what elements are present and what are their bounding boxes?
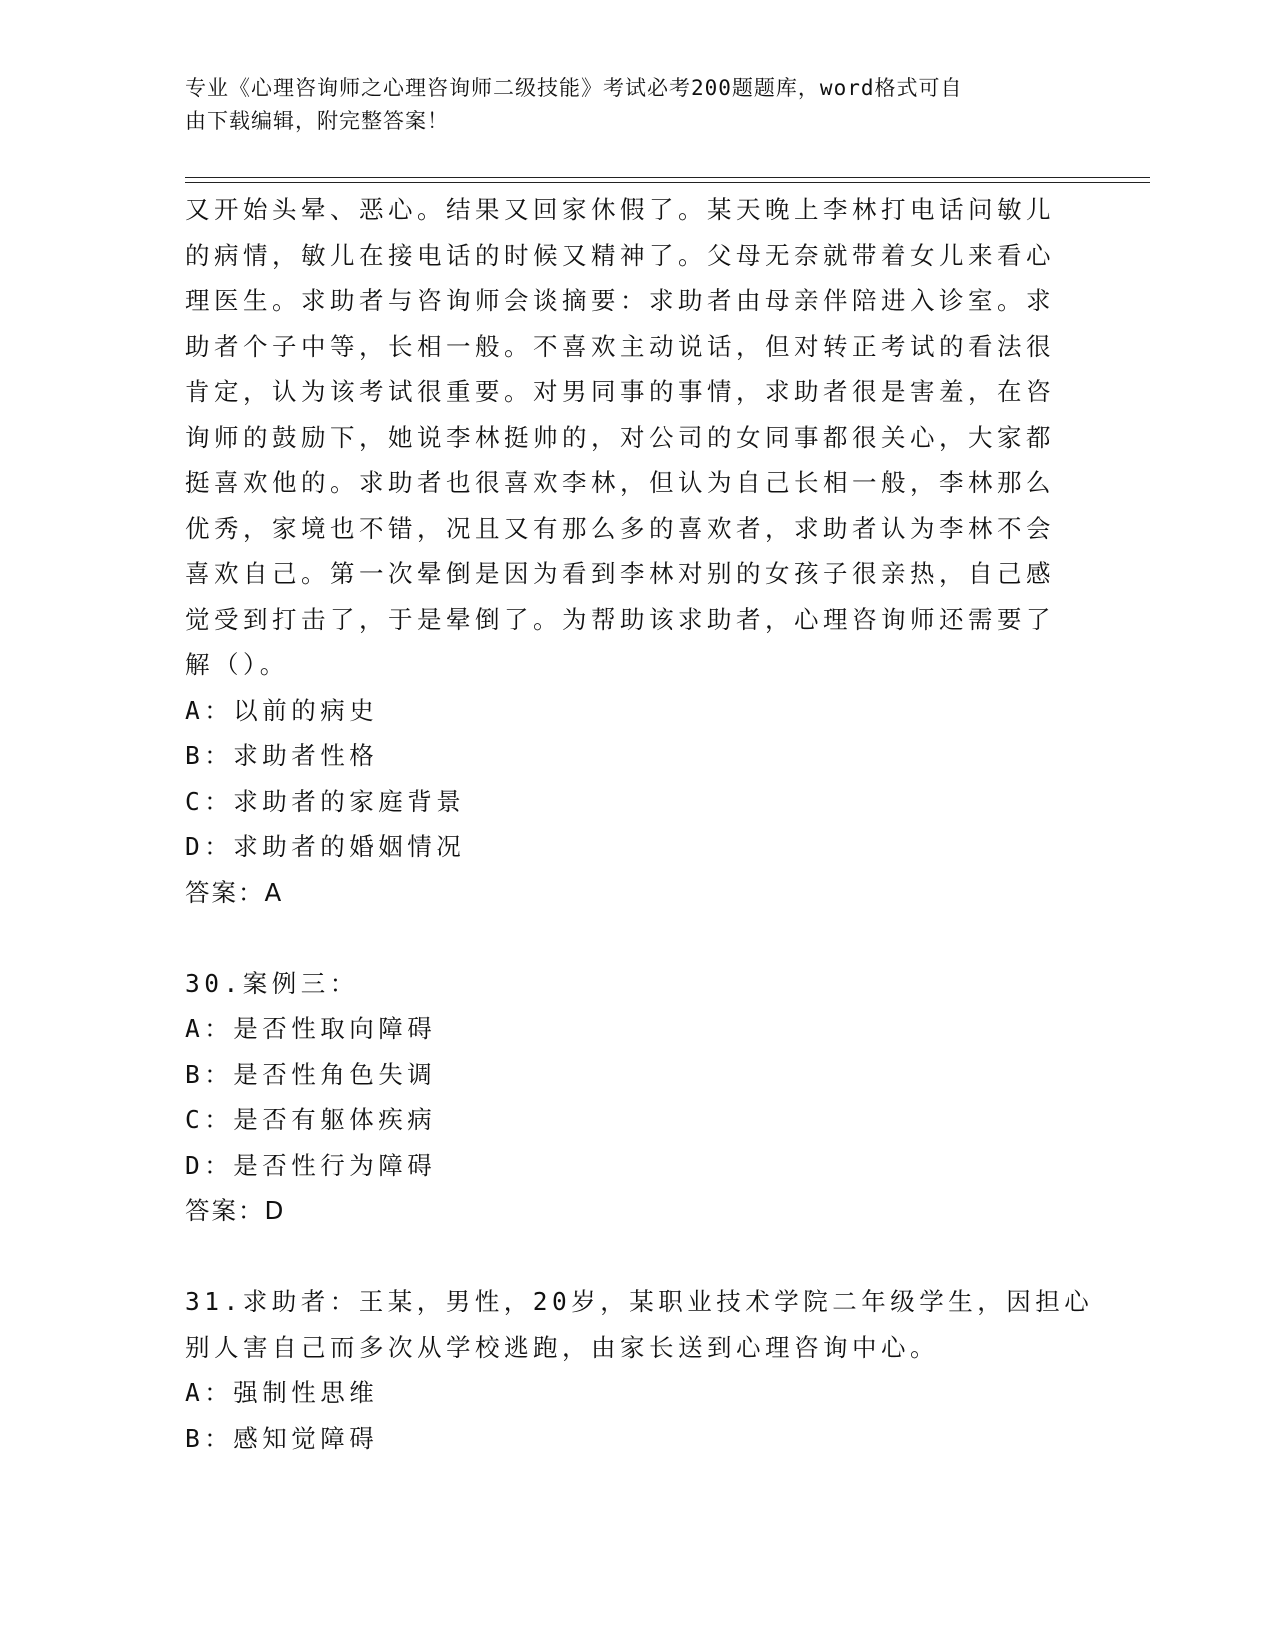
question-text-line: 肯定，认为该考试很重要。对男同事的事情，求助者很是害羞，在咨: [185, 377, 1055, 406]
question-text-line: 解（）。: [185, 650, 289, 679]
option-a: A：强制性思维: [185, 1378, 379, 1407]
question-29: [185, 187, 1085, 915]
option-b: B：是否性角色失调: [185, 1059, 437, 1089]
question-title: 30.案例三：: [185, 968, 359, 998]
question-text-line: 的病情，敏儿在接电话的时候又精神了。父母无奈就带着女儿来看心: [185, 240, 1055, 270]
page-header: [185, 72, 1085, 138]
option-c: C：是否有躯体疾病: [185, 1105, 437, 1134]
question-text-line: 挺喜欢他的。求助者也很喜欢李林，但认为自己长相一般，李林那么: [185, 468, 1055, 497]
question-text-line: 觉受到打击了，于是晕倒了。为帮助该求助者，心理咨询师还需要了: [185, 604, 1055, 634]
question-text-line: 别人害自己而多次从学校逃跑，由家长送到心理咨询中心。: [185, 1332, 939, 1362]
question-text-line: 询师的鼓励下，她说李林挺帅的，对公司的女同事都很关心，大家都: [185, 422, 1055, 452]
question-31: [185, 1279, 1094, 1461]
option-d: D：是否性行为障碍: [185, 1150, 437, 1180]
option-b: B：求助者性格: [185, 741, 379, 770]
option-a: A：以前的病史: [185, 695, 379, 725]
option-d: D：求助者的婚姻情况: [185, 832, 466, 861]
option-a: A：是否性取向障碍: [185, 1014, 437, 1043]
header-divider-bottom: [185, 182, 1150, 183]
header-title-line-2: 由下载编辑，附完整答案！: [185, 109, 449, 133]
question-content: [185, 187, 1094, 1461]
question-30: [185, 961, 1085, 1234]
option-b: B：感知觉障碍: [185, 1423, 379, 1453]
spacer: [185, 915, 1085, 961]
answer-label: 答案：A: [185, 877, 284, 907]
header-divider-top: [185, 177, 1150, 178]
question-text-line: 优秀，家境也不错，况且又有那么多的喜欢者，求助者认为李林不会: [185, 513, 1055, 543]
header-title-line-1: 专业《心理咨询师之心理咨询师二级技能》考试必考200题题库，word格式可自: [185, 76, 963, 100]
question-text-line: 31.求助者：王某，男性，20岁，某职业技术学院二年级学生，因担心: [185, 1287, 1094, 1316]
question-text-line: 又开始头晕、恶心。结果又回家休假了。某天晚上李林打电话问敏儿: [185, 195, 1055, 224]
question-text-line: 助者个子中等，长相一般。不喜欢主动说话，但对转正考试的看法很: [185, 331, 1055, 361]
question-text-line: 理医生。求助者与咨询师会谈摘要：求助者由母亲伴陪进入诊室。求: [185, 286, 1055, 315]
question-text-line: 喜欢自己。第一次晕倒是因为看到李林对别的女孩子很亲热，自己感: [185, 559, 1055, 588]
spacer: [185, 1234, 1085, 1280]
option-c: C：求助者的家庭背景: [185, 786, 466, 816]
answer-label: 答案：D: [185, 1196, 286, 1225]
